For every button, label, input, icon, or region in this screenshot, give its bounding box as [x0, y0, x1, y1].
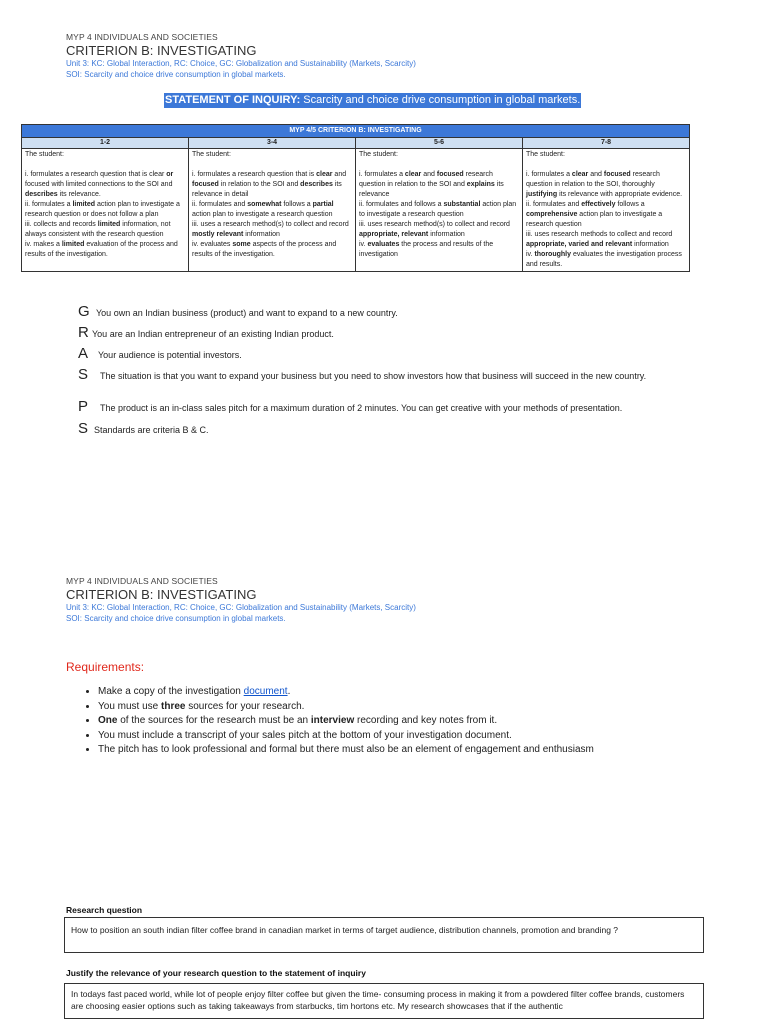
grasps-goal	[78, 303, 698, 324]
grasps-letter: P	[78, 398, 89, 415]
grasps-text: The situation is that you want to expand your business but you need to show investors how that business will succeed in the new country.	[100, 371, 647, 381]
requirements-list	[66, 685, 738, 758]
rubric-cell-7-8: The student: i. formulates a clear and focused research question in relation to the SOI, thoroughly justifying its relevance with appropriate evidence. ii. formulates and effectively follows a comprehensive action plan to investigate a research question iii. uses research methods to collect and record appropriate, varied and relevant information iv. thoroughly evaluates the investigation process and results.	[523, 149, 690, 272]
requirements-title: Requirements:	[66, 660, 145, 674]
grasps-role	[78, 324, 698, 345]
document-link[interactable]: document	[243, 686, 288, 697]
grasps-list	[78, 303, 698, 440]
grasps-letter: S	[78, 366, 89, 383]
rubric-title: MYP 4/5 CRITERION B: INVESTIGATING	[22, 125, 690, 138]
band-header: 3-4	[189, 138, 356, 149]
band-header: 5-6	[356, 138, 523, 149]
grasps-standards	[78, 420, 698, 440]
list-item: • One of the sources for the research must be an interview recording and key notes from it.	[98, 714, 738, 729]
grasps-audience	[78, 345, 698, 366]
grasps-letter: R	[78, 324, 89, 341]
research-question-label: Research question	[66, 905, 143, 915]
rubric-cell-1-2: The student: i. formulates a research question that is clear or focused with limited connections to the SOI and describes its relevance. ii. formulates a limited action plan to investigate a research question or does not follow a plan iii. collects and records limited information, not always consistent with the research question iv. makes a limited evaluation of the process and results of the investigation.	[22, 149, 189, 272]
document-header	[66, 32, 416, 80]
grasps-letter: A	[78, 345, 89, 362]
research-question-box[interactable]: How to position an south indian filter coffee brand in canadian market in terms of target audience, distribution channels, promotion and branding ?	[64, 917, 704, 953]
band-header: 1-2	[22, 138, 189, 149]
grasps-letter: S	[78, 420, 89, 437]
grasps-text: The product is an in-class sales pitch for a maximum duration of 2 minutes. You can get creative with your methods of presentation.	[100, 403, 623, 413]
soi-banner-text: Scarcity and choice drive consumption in global markets.	[300, 94, 581, 106]
document-header-2	[66, 576, 416, 624]
grasps-text: Your audience is potential investors.	[98, 350, 242, 360]
soi-banner	[164, 93, 581, 108]
grasps-text: You are an Indian entrepreneur of an existing Indian product.	[92, 329, 334, 339]
justify-box[interactable]: In todays fast paced world, while lot of people enjoy filter coffee but given the time- consuming process in making it from a powdered filter coffee brands, customers are choosing easier options such as taking takeaways from starbucks, tim hortons etc. My research showcases that if the authentic	[64, 983, 704, 1019]
rubric-cell-3-4: The student: i. formulates a research question that is clear and focused in relation to the SOI and describes its relevance in detail ii. formulates and somewhat follows a partial action plan to investigate a research question iii. uses a research method(s) to collect and record mostly relevant information iv. evaluates some aspects of the process and results of the investigation.	[189, 149, 356, 272]
list-item: • You must use three sources for your research.	[98, 700, 738, 715]
list-item: • You must include a transcript of your sales pitch at the bottom of your investigation document.	[98, 729, 738, 744]
course-title: MYP 4 INDIVIDUALS AND SOCIETIES	[66, 576, 218, 586]
rubric-cell-5-6: The student: i. formulates a clear and focused research question in relation to the SOI and explains its relevance ii. formulates and follows a substantial action plan to investigate a research question iii. uses research method(s) to collect and record appropriate, relevant information iv. evaluates the process and results of the investigation	[356, 149, 523, 272]
soi-banner-label: STATEMENT OF INQUIRY:	[165, 94, 301, 106]
justify-label: Justify the relevance of your research question to the statement of inquiry	[66, 968, 366, 978]
course-title: MYP 4 INDIVIDUALS AND SOCIETIES	[66, 32, 218, 42]
grasps-letter: G	[78, 303, 90, 320]
soi-line: SOI: Scarcity and choice drive consumption in global markets.	[66, 70, 286, 79]
criterion-title: CRITERION B: INVESTIGATING	[66, 587, 257, 602]
grasps-product	[78, 398, 698, 420]
grasps-text: Standards are criteria B & C.	[94, 425, 209, 435]
rubric-table	[21, 124, 690, 272]
list-item: • Make a copy of the investigation document.	[98, 685, 738, 700]
unit-line: Unit 3: KC: Global Interaction, RC: Choice, GC: Globalization and Sustainability (Markets, Scarcity)	[66, 603, 416, 612]
soi-line: SOI: Scarcity and choice drive consumption in global markets.	[66, 614, 286, 623]
grasps-text: You own an Indian business (product) and want to expand to a new country.	[96, 308, 398, 318]
band-header: 7-8	[523, 138, 690, 149]
grasps-situation	[78, 366, 698, 398]
criterion-title: CRITERION B: INVESTIGATING	[66, 43, 257, 58]
list-item: • The pitch has to look professional and formal but there must also be an element of engagement and enthusiasm	[98, 743, 738, 758]
unit-line: Unit 3: KC: Global Interaction, RC: Choice, GC: Globalization and Sustainability (Markets, Scarcity)	[66, 59, 416, 68]
